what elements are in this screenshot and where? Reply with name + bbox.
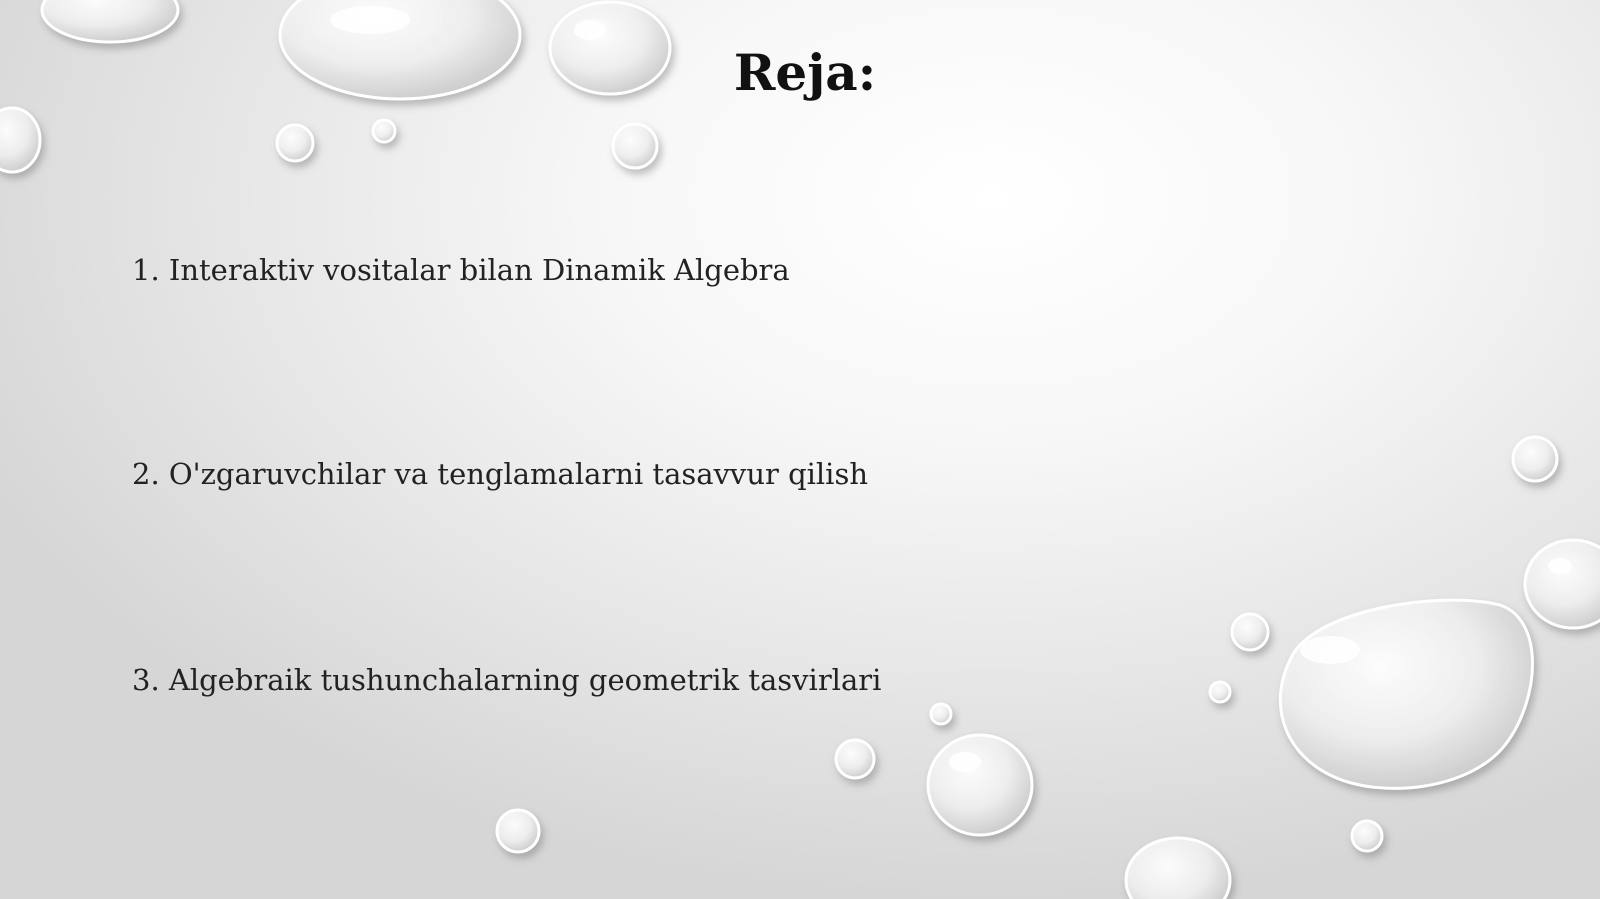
plan-item-number: 3. [132, 663, 160, 697]
plan-item-text: Interaktiv vositalar bilan Dinamik Algebra [168, 253, 790, 287]
plan-item-2 [132, 454, 868, 494]
plan-item-1 [132, 250, 790, 290]
plan-item-text: Algebraik tushunchalarning geometrik tasvirlari [168, 663, 882, 697]
plan-item-number: 2. [132, 457, 160, 491]
plan-item-3 [132, 660, 881, 700]
plan-item-text: O'zgaruvchilar va tenglamalarni tasavvur qilish [168, 457, 869, 491]
plan-item-number: 1. [132, 253, 160, 287]
slide-title: Reja: [733, 43, 877, 102]
